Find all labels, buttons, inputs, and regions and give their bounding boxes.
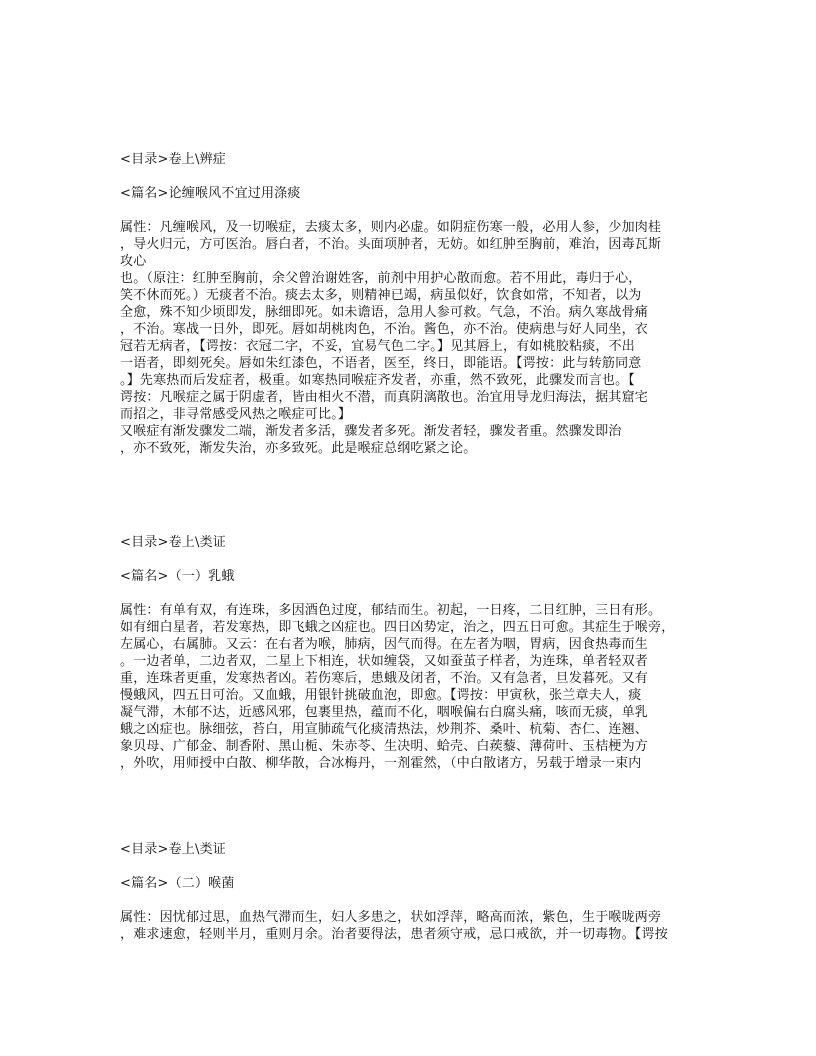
- section-leizheng-houjun: [120, 841, 720, 943]
- catalog-heading: <目录>卷上\类证: [120, 535, 226, 550]
- text-line: 属性：因忧郁过思，血热气滞而生，妇人多患之，状如浮萍，略高而浓，紫色，生于喉咙两旁: [120, 910, 662, 925]
- body-text: [120, 602, 720, 772]
- text-line: 蛾之凶症也。脉细弦，苔白，用宣肺疏气化痰清热法，炒荆芥、桑叶、杭菊、杏仁、连翘、: [120, 722, 649, 737]
- catalog-heading: <目录>卷上\辨症: [120, 152, 226, 167]
- chapter-heading: <篇名>论缠喉风不宜过用涤痰: [120, 186, 301, 201]
- text-line: 笑不休而死。）无痰者不治。痰去太多，则精神已竭，病虽似好，饮食如常，不知者，以为: [120, 288, 642, 303]
- text-line: 又喉症有渐发骤发二端，渐发者多活，骤发者多死。渐发者轻，骤发者重。然骤发即治: [120, 424, 622, 439]
- chapter-heading: <篇名>（一）乳蛾: [120, 569, 235, 584]
- text-line: ，亦不致死，渐发失治，亦多致死。此是喉症总纲吃紧之论。: [120, 441, 477, 456]
- text-line: 属性：有单有双，有连珠，多因酒色过度，郁结而生。初起，一日疼，二日红肿，三日有形。: [120, 603, 662, 618]
- text-line: 慢蛾风，四五日可治。又血蛾，用银针挑破血泡，即愈。【谔按：甲寅秋，张兰章夫人，痰: [120, 688, 642, 703]
- chapter-heading: <篇名>（二）喉菌: [120, 876, 235, 891]
- text-line: 凝气滞，木郁不达，近感风邪，包裹里热，蕴而不化，咽喉偏右白腐头痛，咳而无痰，单乳: [120, 705, 649, 720]
- text-line: ，不治。寒战一日外，即死。唇如胡桃肉色，不治。酱色，亦不治。使病患与好人同坐，衣: [120, 322, 649, 337]
- text-line: ，导火归元，方可医治。唇白者，不治。头面项肿者，无妨。如红肿至胸前，难治，因毒瓦斯: [120, 237, 662, 252]
- text-line: 左属心，右属肺。又云：在右者为喉，肺病，因气而得。在左者为咽，胃病，因食热毒而生: [120, 637, 649, 652]
- text-line: 冠若无病者，【谔按：衣冠二字，不妥，宜易气色二字。】见其唇上，有如桃胶粘痰，不出: [120, 339, 636, 354]
- body-text: [120, 219, 720, 457]
- text-line: 一语者，即刻死矣。唇如朱红漆色，不语者，医至，终日，即能语。【谔按：此与转筋同意: [120, 356, 642, 371]
- text-line: 。】先寒热而后发症者，极重。如寒热同喉症齐发者，亦重，然不致死，此骤发而言也。【: [120, 373, 636, 388]
- text-line: 象贝母、广郁金、制香附、黑山栀、朱赤苓、生决明、蛤壳、白蒺藜、薄荷叶、玉桔梗为方: [120, 739, 649, 754]
- text-line: ，难求速愈，轻则半月，重则月余。治者要得法，患者须守戒，忌口戒欲，并一切毒物。【谔按: [120, 927, 668, 942]
- text-line: 重，连珠者更重，发寒热者凶。若伤寒后，患蛾及闭者，不治。又有急者，旦发暮死。又有: [120, 671, 649, 686]
- text-line: 全愈，殊不知少顷即发，脉细即死。如未谵语，急用人参可救。气急，不治。病久寒战骨痛: [120, 305, 649, 320]
- text-line: 如有细白星者，若发寒热，即飞蛾之凶症也。四日凶势定，治之，四五日可愈。其症生于喉旁，: [120, 620, 675, 635]
- text-line: ，外吹，用师授中白散、柳华散，合冰梅丹，一剂霍然，（中白散诸方，另载于增录一束内: [120, 756, 642, 771]
- text-line: 属性：凡缠喉风，及一切喉症，去痰太多，则内必虚。如阴症伤寒一般，必用人参，少加肉桂: [120, 220, 662, 235]
- catalog-heading: <目录>卷上\类证: [120, 842, 226, 857]
- text-line: 而招之，非寻常感受风热之喉症可比。】: [120, 407, 352, 422]
- body-text: [120, 909, 720, 943]
- text-line: 攻心: [120, 254, 147, 269]
- text-line: 也。（原注：红肿至胸前，余父曾治谢姓客，前剂中用护心散而愈。若不用此，毒归于心，: [120, 271, 642, 286]
- text-line: 谔按：凡喉症之属于阴虚者，皆由相火不潜，而真阴漓散也。治宜用导龙归海法，据其窟宅: [120, 390, 649, 405]
- text-line: 。一边者单，二边者双，二星上下相连，状如缠袋，又如蚕茧子样者，为连珠，单者轻双者: [120, 654, 649, 669]
- section-bianzheng: [120, 151, 720, 457]
- section-leizheng-rue: [120, 534, 720, 772]
